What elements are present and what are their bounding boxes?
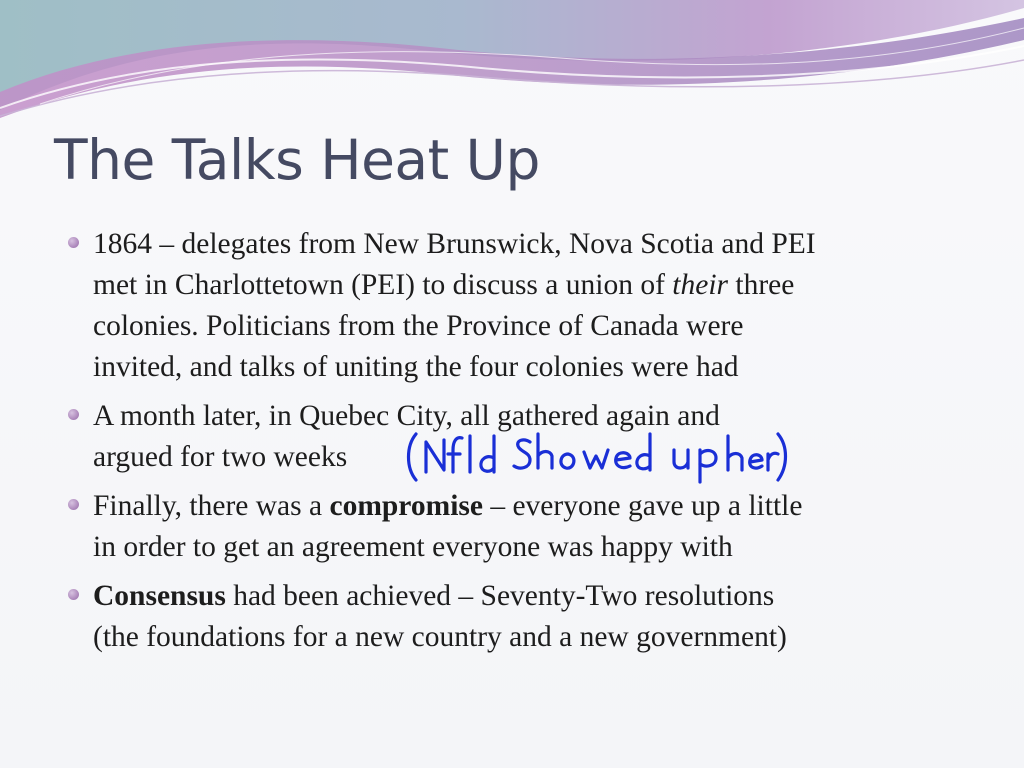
decorative-swoosh: [0, 0, 1024, 130]
bullet-line: A month later, in Quebec City, all gathered again and: [93, 400, 720, 432]
bullet-line: 1864 – delegates from New Brunswick, Nova Scotia and PEI: [93, 228, 816, 260]
term-compromise: compromise: [329, 490, 483, 522]
bullet-line: in order to get an agreement everyone was happy with: [93, 531, 733, 563]
bullet-line: Finally, there was a compromise – everyone gave up a little: [93, 490, 803, 522]
bullet-dot-icon: [68, 499, 79, 510]
term-consensus: Consensus: [93, 580, 226, 612]
bullet-line: argued for two weeks: [93, 441, 348, 473]
bullet-item: [64, 224, 1004, 388]
handwritten-annotation: [402, 428, 788, 484]
bullet-line: (the foundations for a new country and a new government): [93, 621, 787, 653]
bullet-item: [64, 576, 1004, 658]
bullet-dot-icon: [68, 237, 79, 248]
bullet-item: [64, 486, 1004, 568]
bullet-dot-icon: [68, 589, 79, 600]
emphasis-their: their: [672, 269, 728, 301]
bullet-line: met in Charlottetown (PEI) to discuss a union of their three: [93, 269, 795, 301]
bullet-line: colonies. Politicians from the Province of Canada were: [93, 310, 744, 342]
bullet-dot-icon: [68, 409, 79, 420]
slide-title: The Talks Heat Up: [54, 128, 540, 192]
bullet-line: Consensus had been achieved – Seventy-Two resolutions: [93, 580, 775, 612]
bullet-line: invited, and talks of uniting the four colonies were had: [93, 351, 739, 383]
